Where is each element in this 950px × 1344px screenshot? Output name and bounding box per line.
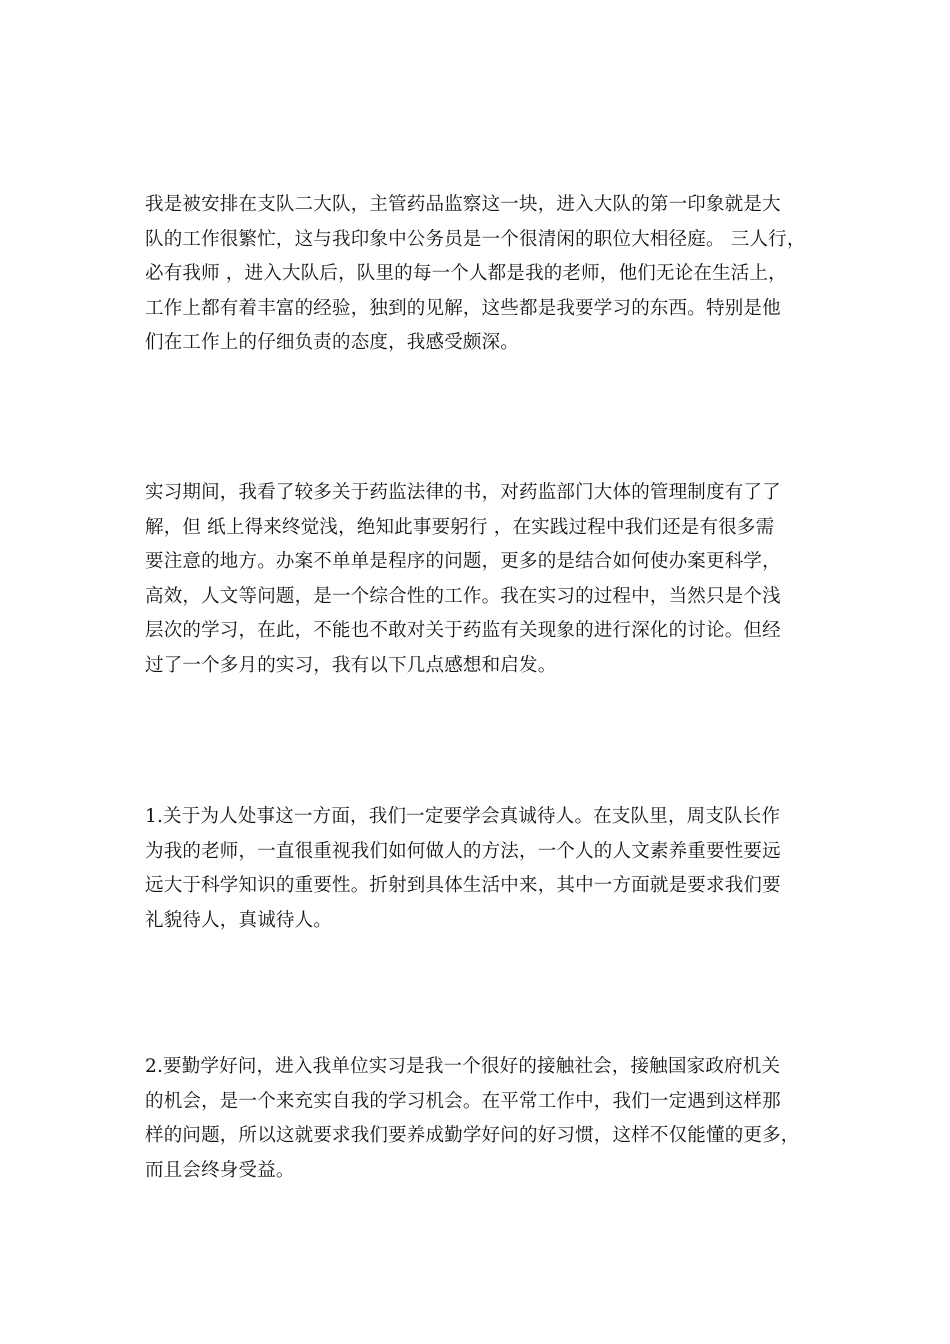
text-line: 工作上都有着丰富的经验，独到的见解，这些都是我要学习的东西。特别是他 xyxy=(145,297,781,319)
text-line: 队的工作很繁忙，这与我印象中公务员是一个很清闲的职位大相径庭。 三人行， xyxy=(145,228,806,250)
text-line: 过了一个多月的实习，我有以下几点感想和启发。 xyxy=(145,654,557,676)
text-line: 而且会终身受益。 xyxy=(145,1159,295,1181)
text-line: 的机会，是一个来充实自我的学习机会。在平常工作中，我们一定遇到这样那 xyxy=(145,1090,781,1112)
text-line: 我是被安排在支队二大队，主管药品监察这一块，进入大队的第一印象就是大 xyxy=(145,194,781,215)
text-line: 礼貌待人，真诚待人。 xyxy=(145,909,333,931)
paragraph-internship-placement xyxy=(145,188,820,361)
text-line: 实习期间，我看了较多关于药监法律的书，对药监部门大体的管理制度有了了 xyxy=(145,482,781,503)
text-line: 要注意的地方。办案不单单是程序的问题，更多的是结合如何使办案更科学， xyxy=(145,551,781,572)
text-line: 2.要勤学好问，进入我单位实习是我一个很好的接触社会，接触国家政府机关 xyxy=(145,1056,781,1077)
text-line: 1.关于为人处事这一方面，我们一定要学会真诚待人。在支队里，周支队长作 xyxy=(145,806,781,827)
text-line: 们在工作上的仔细负责的态度，我感受颇深。 xyxy=(145,332,520,353)
text-line: 远大于科学知识的重要性。折射到具体生活中来，其中一方面就是要求我们要 xyxy=(145,875,781,896)
paragraph-internship-reflection xyxy=(145,476,820,683)
paragraph-point-2 xyxy=(145,1050,820,1188)
text-line: 必有我师 ，进入大队后，队里的每一个人都是我的老师，他们无论在生活上， xyxy=(145,263,787,284)
text-line: 解，但 纸上得来终觉浅，绝知此事要躬行 ，在实践过程中我们还是有很多需 xyxy=(145,516,775,538)
text-line: 为我的老师，一直很重视我们如何做人的方法，一个人的人文素养重要性要远 xyxy=(145,840,781,862)
text-line: 层次的学习，在此，不能也不敢对关于药监有关现象的进行深化的讨论。但经 xyxy=(145,620,781,641)
text-line: 高效，人文等问题，是一个综合性的工作。我在实习的过程中，当然只是个浅 xyxy=(145,585,781,607)
text-line: 样的问题，所以这就要求我们要养成勤学好问的好习惯，这样不仅能懂的更多， xyxy=(145,1125,800,1146)
paragraph-point-1 xyxy=(145,800,820,938)
